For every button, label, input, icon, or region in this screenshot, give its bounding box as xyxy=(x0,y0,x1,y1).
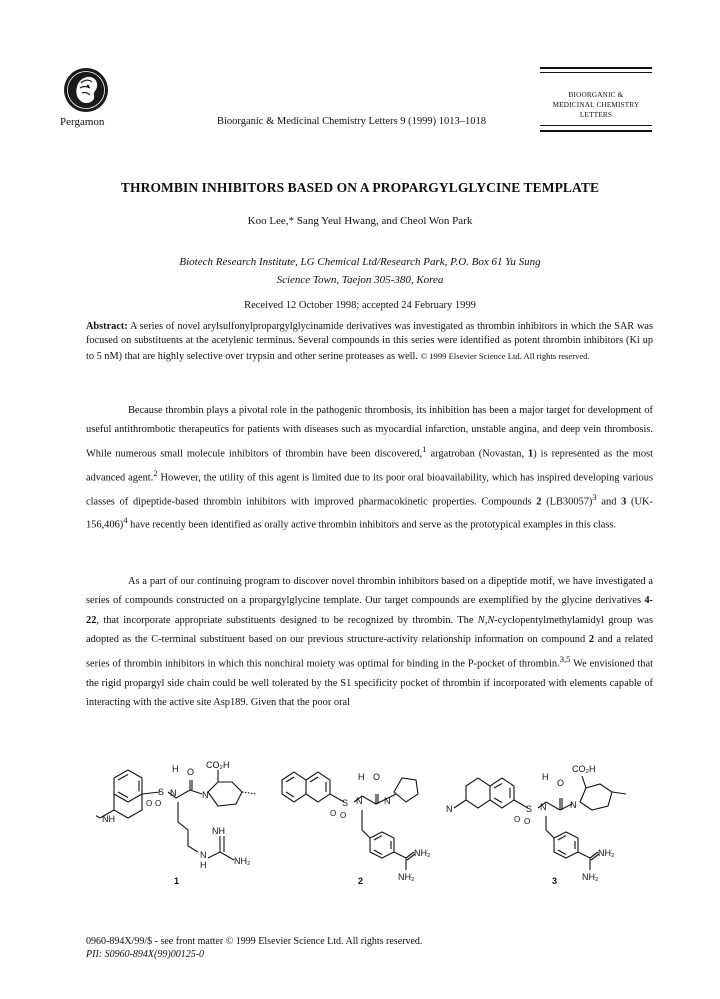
abstract-label: Abstract: xyxy=(86,321,128,332)
text-run: ) is represented as the most advanced agent. xyxy=(86,448,653,484)
structure-compound-1 xyxy=(96,760,256,886)
atom-label: H xyxy=(358,772,365,782)
header-rule xyxy=(540,67,652,69)
pii-line: PII: S0960-894X(99)00125-0 xyxy=(86,948,205,960)
compound-number: 3 xyxy=(621,496,627,508)
text-run: (LB30057) xyxy=(541,496,593,508)
structures-svg xyxy=(96,758,656,888)
text-run: , that incorporate appropriate substituents designed to be recognized by thrombin. The xyxy=(96,614,478,626)
header-rule xyxy=(540,125,652,126)
header-rule xyxy=(540,130,652,132)
atom-label: O xyxy=(340,811,347,820)
atom-label: N xyxy=(202,790,209,800)
abstract xyxy=(86,320,653,364)
atom-label: O xyxy=(155,799,162,808)
citation-ref: 1 xyxy=(422,443,427,454)
page-footer xyxy=(86,936,422,962)
compound-range: 4-22 xyxy=(86,595,653,626)
abstract-text: A series of novel arylsulfonylpropargylglycinamide derivatives was investigated as thrombin inhibitors in which the SAR was focused on substituents at the acetylenic terminus. Several compounds in this series were identified as potent thrombin inhibitors (Ki up to 5 nM) that are highly selective over trypsin and other serine proteases as well. xyxy=(86,321,653,362)
atom-label: NH₂ xyxy=(414,848,431,858)
atom-label: H xyxy=(172,764,179,774)
atom-label: NH₂ xyxy=(582,872,599,882)
italic-term: N,N xyxy=(477,614,495,626)
atom-label: CO₂H xyxy=(206,760,230,770)
header-rule xyxy=(540,72,652,73)
abstract-copyright: © 1999 Elsevier Science Ltd. All rights reserved. xyxy=(420,350,590,361)
atom-label: O xyxy=(373,772,381,782)
citation-ref: 4 xyxy=(123,515,128,526)
journal-badge-line: BIOORGANIC & xyxy=(568,91,624,99)
journal-citation: Bioorganic & Medicinal Chemistry Letters 9 (1999) 1013–1018 xyxy=(217,116,486,127)
text-run: We envisioned that the rigid propargyl side chain could be well tolerated by the S1 specificity pocket of thrombin if incorporated with elements capable of interacting with the active site Asp189. Given that the poor oral xyxy=(86,658,653,708)
atom-label: N xyxy=(356,796,363,806)
structure-compound-3 xyxy=(446,764,626,886)
pergamon-seal-icon xyxy=(62,66,110,118)
chemical-structures-figure xyxy=(96,758,656,888)
atom-label: N xyxy=(570,800,577,810)
atom-label: NH xyxy=(102,814,115,824)
compound-label: 2 xyxy=(358,876,364,886)
atom-label: NH₂ xyxy=(398,872,415,882)
atom-label: S xyxy=(342,798,349,808)
atom-label: N xyxy=(446,804,453,814)
atom-label: N xyxy=(170,788,177,798)
affiliation-line: Biotech Research Institute, LG Chemical Ltd/Research Park, P.O. Box 61 Yu Sung xyxy=(179,256,541,268)
atom-label: S xyxy=(526,804,533,814)
text-run: (UK-156,406) xyxy=(86,496,653,531)
journal-badge xyxy=(540,90,652,120)
compound-label: 1 xyxy=(174,876,180,886)
journal-badge-line: LETTERS xyxy=(579,111,613,119)
article-title: THROMBIN INHIBITORS BASED ON A PROPARGYLGLYCINE TEMPLATE xyxy=(120,180,600,195)
atom-label: H xyxy=(542,772,549,782)
citation-ref: 2 xyxy=(153,467,158,478)
compound-number: 2 xyxy=(588,634,595,646)
text-run: Because thrombin plays a pivotal role in the pathogenic thrombosis, its inhibition has been a major target for development of useful antithrombotic therapeutics for patients with diseases such as myocardial infarction, unstable angina, and deep vein thrombosis. While numerous small molecule inhibitors of thrombin have been discovered, xyxy=(86,405,653,460)
atom-label: NH xyxy=(212,826,225,836)
atom-label: N xyxy=(540,802,547,812)
journal-badge-line: MEDICINAL CHEMISTRY xyxy=(552,101,640,109)
affiliation-line: Science Town, Taejon 305-380, Korea xyxy=(276,274,444,286)
text-run: -cyclopentylmethylamidyl group was adopted as the C-terminal substituent based on our previous structure-activity relationship information on compound xyxy=(86,614,653,646)
text-run: However, the utility of this agent is limited due to its poor oral bioavailability, which has inspired developing various classes of dipeptide-based thrombin inhibitors with improved pharmacokinetic properties. Compounds xyxy=(86,472,653,508)
compound-number: 1 xyxy=(528,448,534,460)
publisher-logo xyxy=(62,66,110,118)
affiliation xyxy=(0,253,720,289)
publisher-name: Pergamon xyxy=(60,116,105,128)
text-run: argatroban (Novastan, xyxy=(426,448,529,460)
atom-label: O xyxy=(524,817,531,826)
received-dates: Received 12 October 1998; accepted 24 February 1999 xyxy=(244,300,476,311)
atom-label: NH₂ xyxy=(234,856,251,866)
body-paragraph xyxy=(86,401,653,535)
atom-label: N xyxy=(200,850,207,860)
author-list: Koo Lee,* Sang Yeul Hwang, and Cheol Won Park xyxy=(247,215,473,227)
atom-label: H xyxy=(200,860,207,870)
atom-label: O xyxy=(187,767,195,777)
compound-label: 3 xyxy=(552,876,558,886)
text-run: As a part of our continuing program to discover novel thrombin inhibitors based on a dipeptide motif, we have investigated a series of compounds constructed on a propargylglycine template. Our target compounds are exemplified by the glycine derivatives xyxy=(86,576,653,607)
body-paragraph xyxy=(86,572,653,712)
atom-label: O xyxy=(146,799,153,808)
atom-label: O xyxy=(330,809,337,818)
text-run: have recently been identified as orally active thrombin inhibitors and serve as the prototypical examples in this class. xyxy=(127,519,617,531)
atom-label: NH₂ xyxy=(598,848,615,858)
text-run: and xyxy=(596,496,622,508)
atom-label: S xyxy=(158,787,165,797)
citation-ref: 3 xyxy=(592,491,597,502)
structure-compound-2 xyxy=(282,772,431,886)
atom-label: O xyxy=(557,778,565,788)
atom-label: O xyxy=(514,815,521,824)
atom-label: CO₂H xyxy=(572,764,596,774)
text-run: and a related series of thrombin inhibitors in which this nonchiral moiety was optimal for binding in the P-pocket of thrombin. xyxy=(86,634,653,670)
citation-ref: 3,5 xyxy=(559,653,571,664)
atom-label: N xyxy=(384,796,391,806)
compound-number: 2 xyxy=(536,496,542,508)
issn-line: 0960-894X/99/$ - see front matter © 1999 Elsevier Science Ltd. All rights reserved. xyxy=(86,936,423,947)
